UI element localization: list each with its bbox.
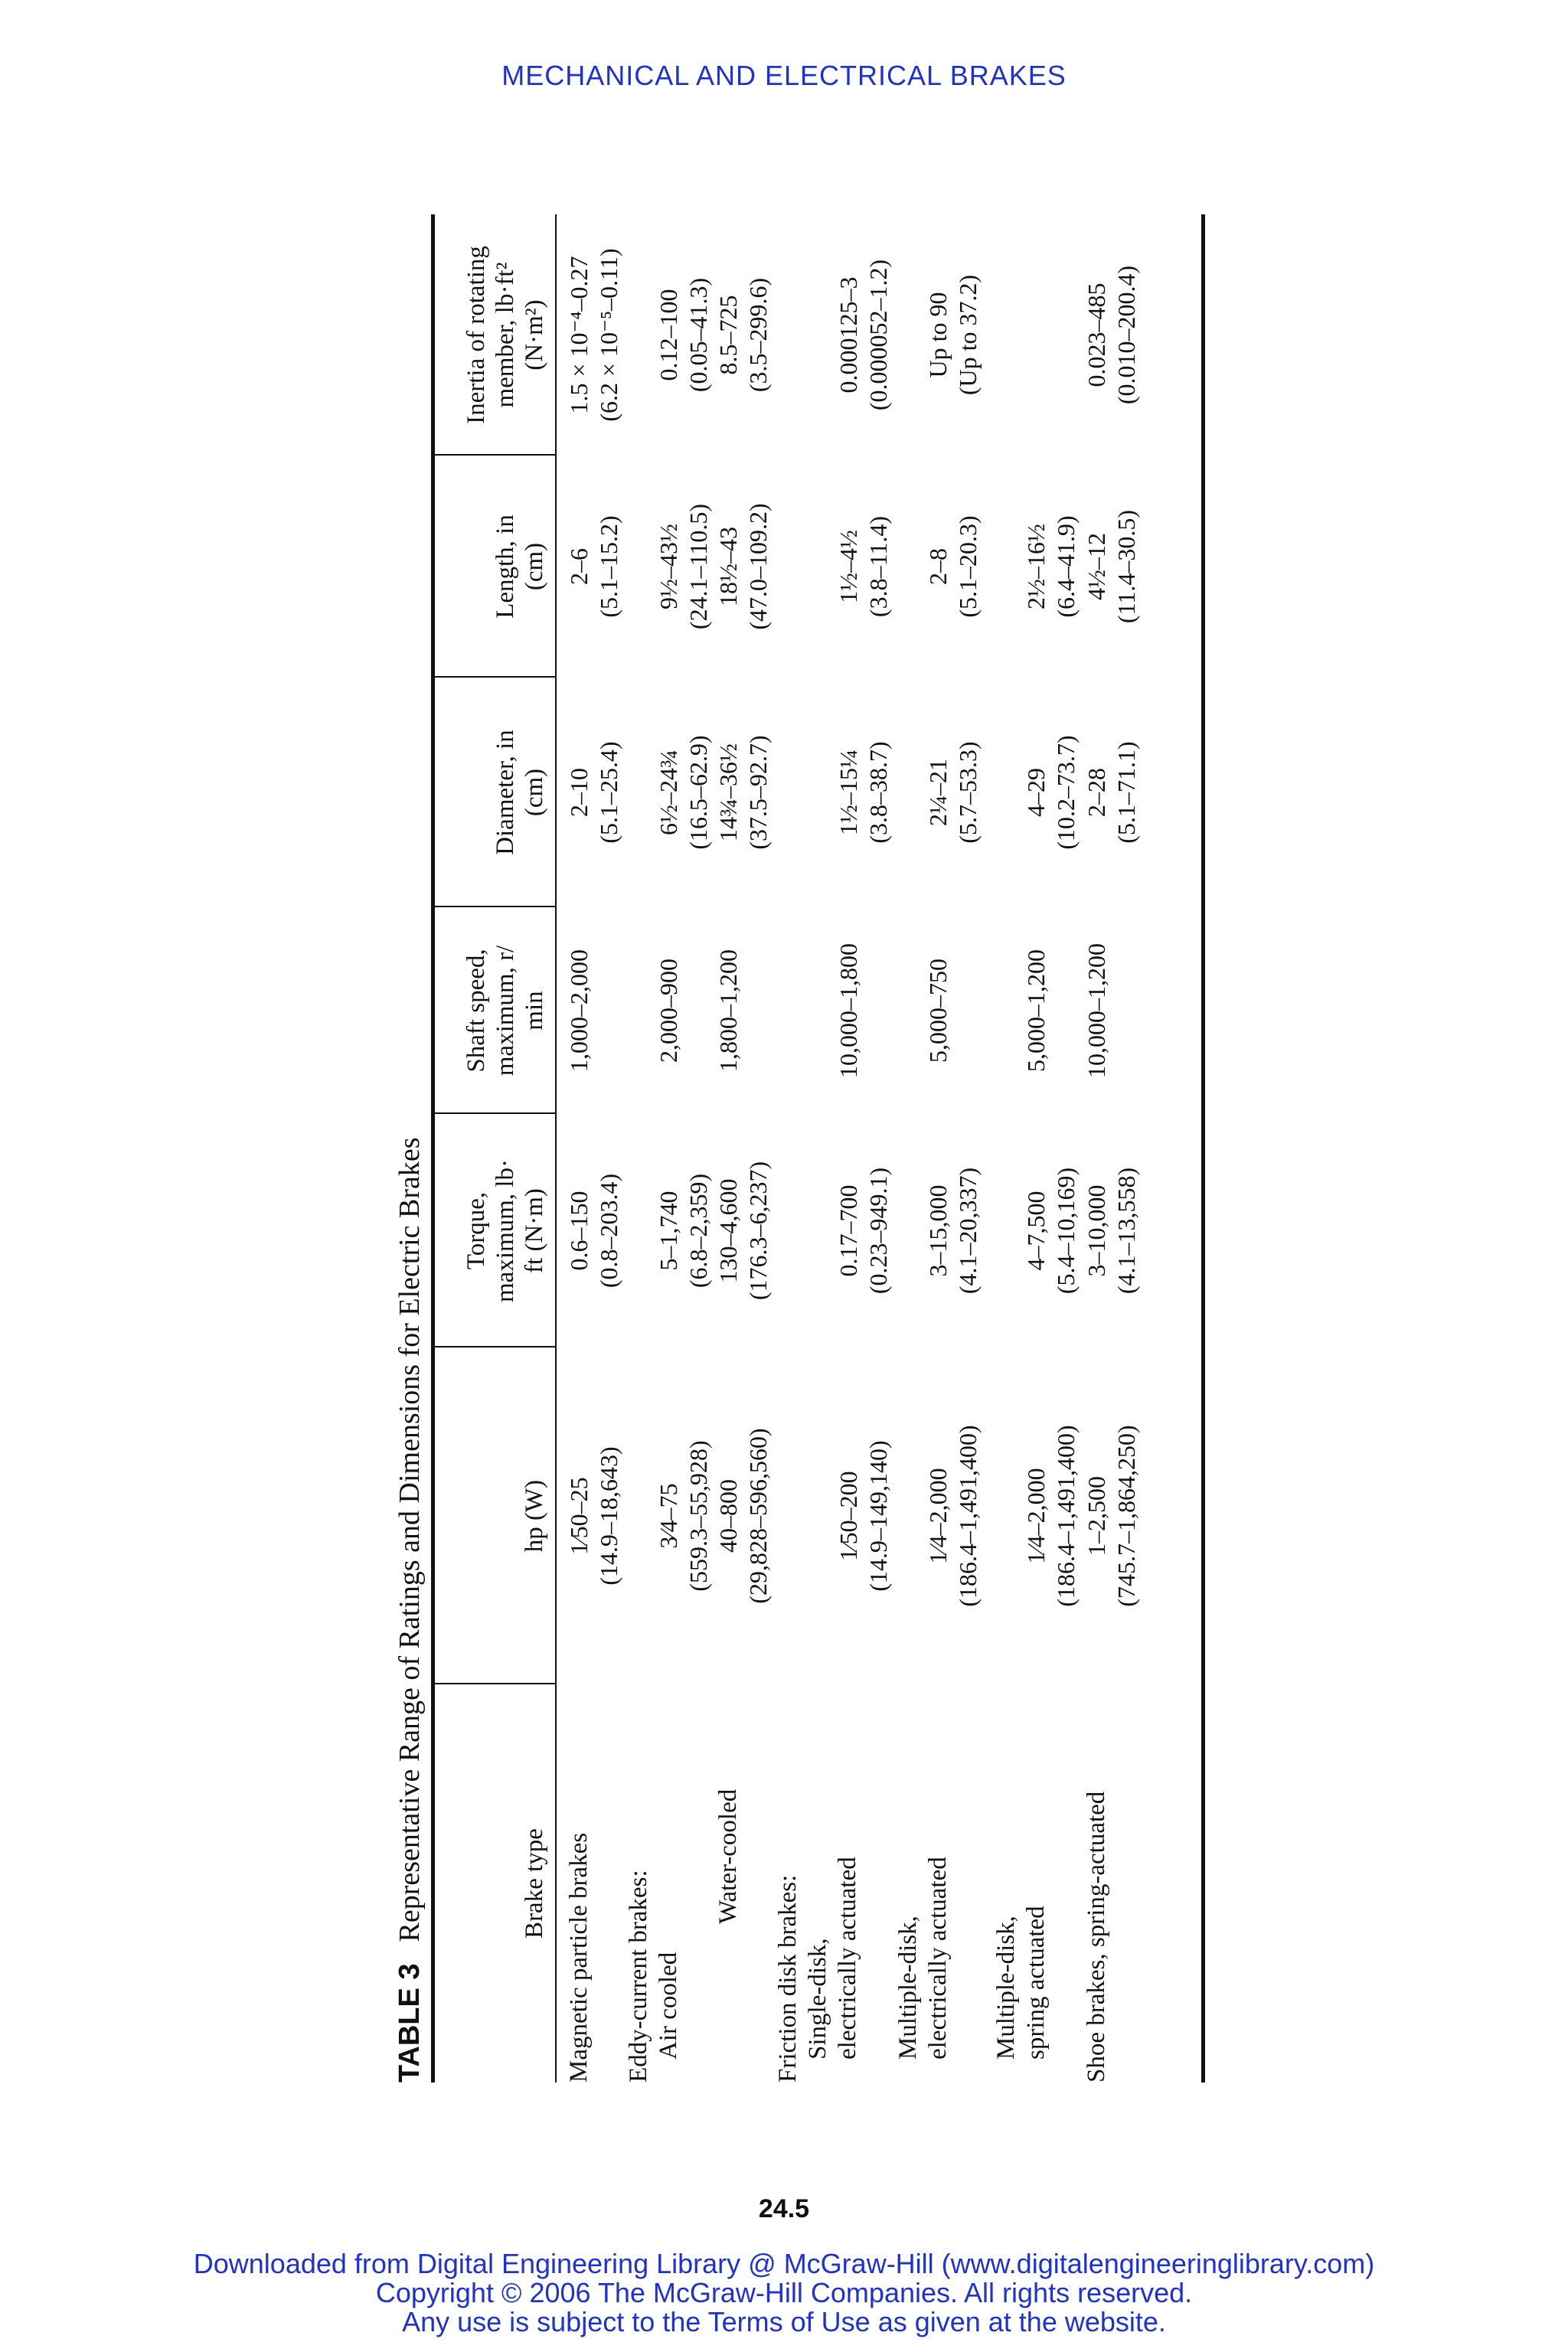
header-length: Length, in (cm) — [492, 514, 548, 619]
hp-cell: 1⁄4–2,000 (186.4–1,491,400) — [1022, 1425, 1080, 1607]
hp-cell: 1⁄50–200 (14.9–149,140) — [835, 1440, 892, 1592]
inertia-cell: 8.5–725 (3.5–299.6) — [714, 277, 772, 393]
torque-cell: 130–4,600 (176.3–6,237) — [714, 1161, 772, 1301]
footer-line: Downloaded from Digital Engineering Library @ McGraw-Hill (www.digitalengineeringlibrary.com) — [193, 2248, 1375, 2279]
length-cell: 18½–43 (47.0–109.2) — [714, 503, 772, 630]
brake-type-cell: Eddy-current brakes: Air cooled — [625, 1870, 682, 2082]
header-shaft-speed: Shaft speed, maximum, r/ min — [462, 945, 548, 1076]
torque-cell: 3–10,000 (4.1–13,558) — [1083, 1167, 1140, 1295]
table-label: TABLE 3 — [394, 1963, 426, 2082]
table-header-rule — [555, 214, 557, 2082]
torque-cell: 0.17–700 (0.23–949.1) — [835, 1167, 892, 1295]
speed-cell: 1,000–2,000 — [565, 949, 593, 1072]
header-inertia: Inertia of rotating member, lb·ft² (N·m²) — [462, 246, 548, 424]
table-bottom-rule — [1201, 214, 1205, 2082]
diameter-cell: 2–10 (5.1–25.4) — [565, 741, 622, 844]
length-cell: 9½–43½ (24.1–110.5) — [655, 503, 712, 630]
length-cell: 2–8 (5.1–20.3) — [924, 515, 982, 618]
torque-cell: 4–7,500 (5.4–10,169) — [1022, 1167, 1080, 1295]
hp-cell: 1–2,500 (745.7–1,864,250) — [1083, 1425, 1140, 1607]
brake-type-cell: Magnetic particle brakes — [565, 1832, 593, 2082]
footer-line: Copyright © 2006 The McGraw-Hill Companies. All rights reserved. — [375, 2277, 1193, 2308]
inertia-cell: Up to 90 (Up to 37.2) — [924, 274, 982, 396]
inertia-cell: 0.023–485 (0.010–200.4) — [1083, 265, 1140, 405]
diameter-cell: 6½–24¾ (16.5–62.9) — [655, 735, 712, 850]
length-cell: 4½–12 (11.4–30.5) — [1083, 509, 1140, 624]
header-diameter: Diameter, in (cm) — [492, 730, 548, 855]
hp-cell: 1⁄4–2,000 (186.4–1,491,400) — [924, 1425, 982, 1607]
length-cell: 1½–4½ (3.8–11.4) — [835, 515, 892, 618]
speed-cell: 10,000–1,800 — [835, 943, 862, 1078]
diameter-cell: 2¼–21 (5.7–53.3) — [924, 741, 982, 844]
inertia-cell: 1.5 × 10⁻⁴–0.27 (6.2 × 10⁻⁵–0.11) — [565, 248, 622, 422]
diameter-cell: 2–28 (5.1–71.1) — [1083, 741, 1140, 844]
hp-cell: 40–800 (29,828–596,560) — [714, 1428, 772, 1604]
length-cell: 2½–16½ (6.4–41.9) — [1022, 515, 1080, 618]
brake-type-cell: Multiple-disk, electrically actuated — [894, 1857, 952, 2060]
running-header: MECHANICAL AND ELECTRICAL BRAKES — [501, 60, 1067, 91]
torque-cell: 3–15,000 (4.1–20,337) — [924, 1167, 982, 1295]
inertia-cell: 0.000125–3 (0.000052–1.2) — [835, 259, 892, 411]
hp-cell: 1⁄50–25 (14.9–18,643) — [565, 1446, 622, 1586]
torque-cell: 0.6–150 (0.8–203.4) — [565, 1173, 622, 1289]
table-title: Representative Range of Ratings and Dimensions for Electric Brakes — [394, 1137, 426, 1942]
brake-type-cell: Water-cooled — [714, 1788, 742, 1924]
header-torque: Torque, maximum, lb· ft (N·m) — [462, 1159, 548, 1302]
brake-type-cell: Shoe brakes, spring-actuated — [1083, 1791, 1110, 2082]
length-cell: 2–6 (5.1–15.2) — [565, 515, 622, 618]
hp-cell: 3⁄4–75 (559.3–55,928) — [655, 1440, 712, 1592]
header-brake-type: Brake type — [521, 1828, 548, 1939]
speed-cell: 2,000–900 — [655, 959, 682, 1063]
speed-cell: 10,000–1,200 — [1083, 943, 1110, 1078]
brake-type-cell: Multiple-disk, spring actuated — [992, 1906, 1050, 2060]
torque-cell: 5–1,740 (6.8–2,359) — [655, 1173, 712, 1289]
brake-type-cell: Friction disk brakes: Single-disk, electrically actuated — [774, 1857, 861, 2082]
speed-cell: 1,800–1,200 — [714, 949, 742, 1072]
speed-cell: 5,000–1,200 — [1022, 949, 1050, 1072]
page-number: 24.5 — [758, 2194, 810, 2223]
inertia-cell: 0.12–100 (0.05–41.3) — [655, 277, 712, 393]
footer-line: Any use is subject to the Terms of Use as given at the website. — [402, 2306, 1166, 2337]
download-footer — [0, 2249, 1568, 2337]
header-hp: hp (W) — [521, 1479, 548, 1553]
rotated-table-block — [387, 214, 1252, 2082]
diameter-cell: 1½–15¼ (3.8–38.7) — [835, 741, 892, 844]
speed-cell: 5,000–750 — [924, 959, 952, 1063]
diameter-cell: 4–29 (10.2–73.7) — [1022, 735, 1080, 850]
diameter-cell: 14¾–36½ (37.5–92.7) — [714, 735, 772, 850]
table-caption — [387, 1137, 433, 2082]
